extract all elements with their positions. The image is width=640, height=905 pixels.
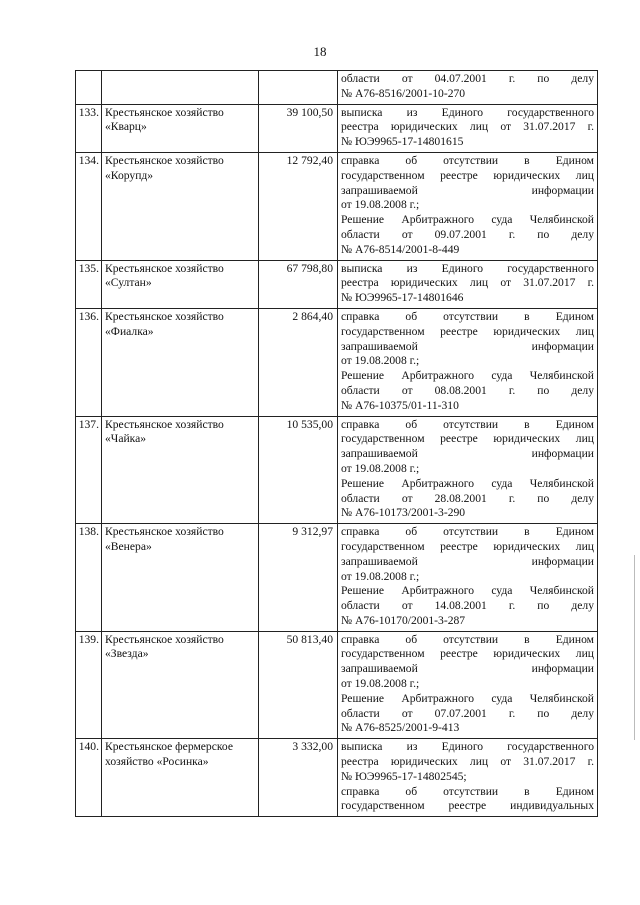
table-row	[76, 524, 598, 632]
row-number: 135.	[76, 260, 102, 308]
table-row	[76, 631, 598, 739]
basis-line: государственном реестре юридических лиц	[341, 324, 594, 338]
basis-document	[338, 739, 598, 817]
basis-line: реестра юридических лиц от 31.07.2017 г.	[341, 755, 594, 769]
farm-name: Крестьянское хозяйство «Кварц»	[102, 104, 259, 152]
basis-line: запрашиваемой информации	[341, 554, 594, 568]
basis-line: выписка из Единого государственного	[341, 261, 594, 275]
farm-name	[102, 71, 259, 105]
farm-name: Крестьянское фермерское хозяйство «Росинка»	[102, 739, 259, 817]
basis-line: запрашиваемой информации	[341, 447, 594, 461]
basis-line: государственном реестре юридических лиц	[341, 168, 594, 182]
row-number: 139.	[76, 631, 102, 739]
row-number: 136.	[76, 308, 102, 416]
basis-line: реестра юридических лиц от 31.07.2017 г.	[341, 120, 594, 134]
basis-line: государственном реестре индивидуальных	[341, 799, 594, 813]
basis-line: реестра юридических лиц от 31.07.2017 г.	[341, 276, 594, 290]
basis-line: выписка из Единого государственного	[341, 740, 594, 754]
basis-line: справка об отсутствии в Едином	[341, 525, 594, 539]
basis-document	[338, 308, 598, 416]
basis-line: Решение Арбитражного суда Челябинской	[341, 476, 594, 490]
basis-line: области от 09.07.2001 г. по делу	[341, 227, 594, 241]
row-number: 138.	[76, 524, 102, 632]
basis-line: № ЮЭ9965-17-14801646	[341, 291, 464, 305]
row-number: 140.	[76, 739, 102, 817]
table-body	[76, 71, 598, 817]
basis-line: государственном реестре юридических лиц	[341, 647, 594, 661]
basis-line: от 19.08.2008 г.;	[341, 198, 420, 212]
table-row	[76, 260, 598, 308]
debt-amount: 10 535,00	[259, 416, 338, 524]
basis-line: выписка из Единого государственного	[341, 105, 594, 119]
row-number: 133.	[76, 104, 102, 152]
basis-line: справка об отсутствии в Едином	[341, 632, 594, 646]
table-row	[76, 152, 598, 260]
table-row	[76, 104, 598, 152]
basis-line: Решение Арбитражного суда Челябинской	[341, 369, 594, 383]
basis-line: Решение Арбитражного суда Челябинской	[341, 584, 594, 598]
basis-line: справка об отсутствии в Едином	[341, 784, 594, 798]
basis-document	[338, 416, 598, 524]
basis-line: № ЮЭ9965-17-14802545;	[341, 769, 467, 783]
debt-amount: 12 792,40	[259, 152, 338, 260]
basis-line: № ЮЭ9965-17-14801615	[341, 135, 464, 149]
basis-line: запрашиваемой информации	[341, 339, 594, 353]
page-number: 18	[313, 44, 327, 59]
basis-line: запрашиваемой информации	[341, 183, 594, 197]
row-number	[76, 71, 102, 105]
table-row	[76, 416, 598, 524]
debt-amount: 67 798,80	[259, 260, 338, 308]
farm-name: Крестьянское хозяйство «Фиалка»	[102, 308, 259, 416]
basis-line: государственном реестре юридических лиц	[341, 432, 594, 446]
basis-line: № А76-8514/2001-8-449	[341, 242, 460, 256]
basis-document	[338, 104, 598, 152]
farm-name: Крестьянское хозяйство «Чайка»	[102, 416, 259, 524]
basis-line: запрашиваемой информации	[341, 662, 594, 676]
debt-amount: 3 332,00	[259, 739, 338, 817]
basis-line: от 19.08.2008 г.;	[341, 569, 420, 583]
basis-line: области от 28.08.2001 г. по делу	[341, 491, 594, 505]
debt-amount: 2 864,40	[259, 308, 338, 416]
basis-document	[338, 524, 598, 632]
farm-name: Крестьянское хозяйство «Звезда»	[102, 631, 259, 739]
row-number: 137.	[76, 416, 102, 524]
basis-document	[338, 631, 598, 739]
farm-name: Крестьянское хозяйство «Корупд»	[102, 152, 259, 260]
debt-amount: 39 100,50	[259, 104, 338, 152]
debt-amount	[259, 71, 338, 105]
basis-line: от 19.08.2008 г.;	[341, 461, 420, 475]
basis-line: области от 14.08.2001 г. по делу	[341, 599, 594, 613]
table-row	[76, 308, 598, 416]
basis-document	[338, 260, 598, 308]
basis-document	[338, 71, 598, 105]
basis-line: области от 08.08.2001 г. по делу	[341, 383, 594, 397]
basis-line: от 19.08.2008 г.;	[341, 677, 420, 691]
basis-line: справка об отсутствии в Едином	[341, 309, 594, 323]
basis-line: № А76-8525/2001-9-413	[341, 721, 460, 735]
farm-name: Крестьянское хозяйство «Венера»	[102, 524, 259, 632]
table-row	[76, 739, 598, 817]
debt-amount: 50 813,40	[259, 631, 338, 739]
basis-line: № А76-10173/2001-3-290	[341, 506, 466, 520]
row-number: 134.	[76, 152, 102, 260]
basis-line: области от 07.07.2001 г. по делу	[341, 706, 594, 720]
scan-margin-line	[634, 555, 635, 740]
basis-line: области от 04.07.2001 г. по делу	[341, 72, 594, 85]
basis-line: от 19.08.2008 г.;	[341, 354, 420, 368]
debt-amount: 9 312,97	[259, 524, 338, 632]
basis-line: Решение Арбитражного суда Челябинской	[341, 213, 594, 227]
basis-line: № А76-8516/2001-10-270	[341, 86, 466, 100]
basis-line: Решение Арбитражного суда Челябинской	[341, 691, 594, 705]
basis-line: № А76-10375/01-11-310	[341, 398, 459, 412]
basis-line: справка об отсутствии в Едином	[341, 153, 594, 167]
farm-name: Крестьянское хозяйство «Султан»	[102, 260, 259, 308]
basis-line: справка об отсутствии в Едином	[341, 417, 594, 431]
registry-table	[75, 70, 598, 817]
table-row	[76, 71, 598, 105]
basis-document	[338, 152, 598, 260]
basis-line: № А76-10170/2001-3-287	[341, 613, 466, 627]
basis-line: государственном реестре юридических лиц	[341, 539, 594, 553]
